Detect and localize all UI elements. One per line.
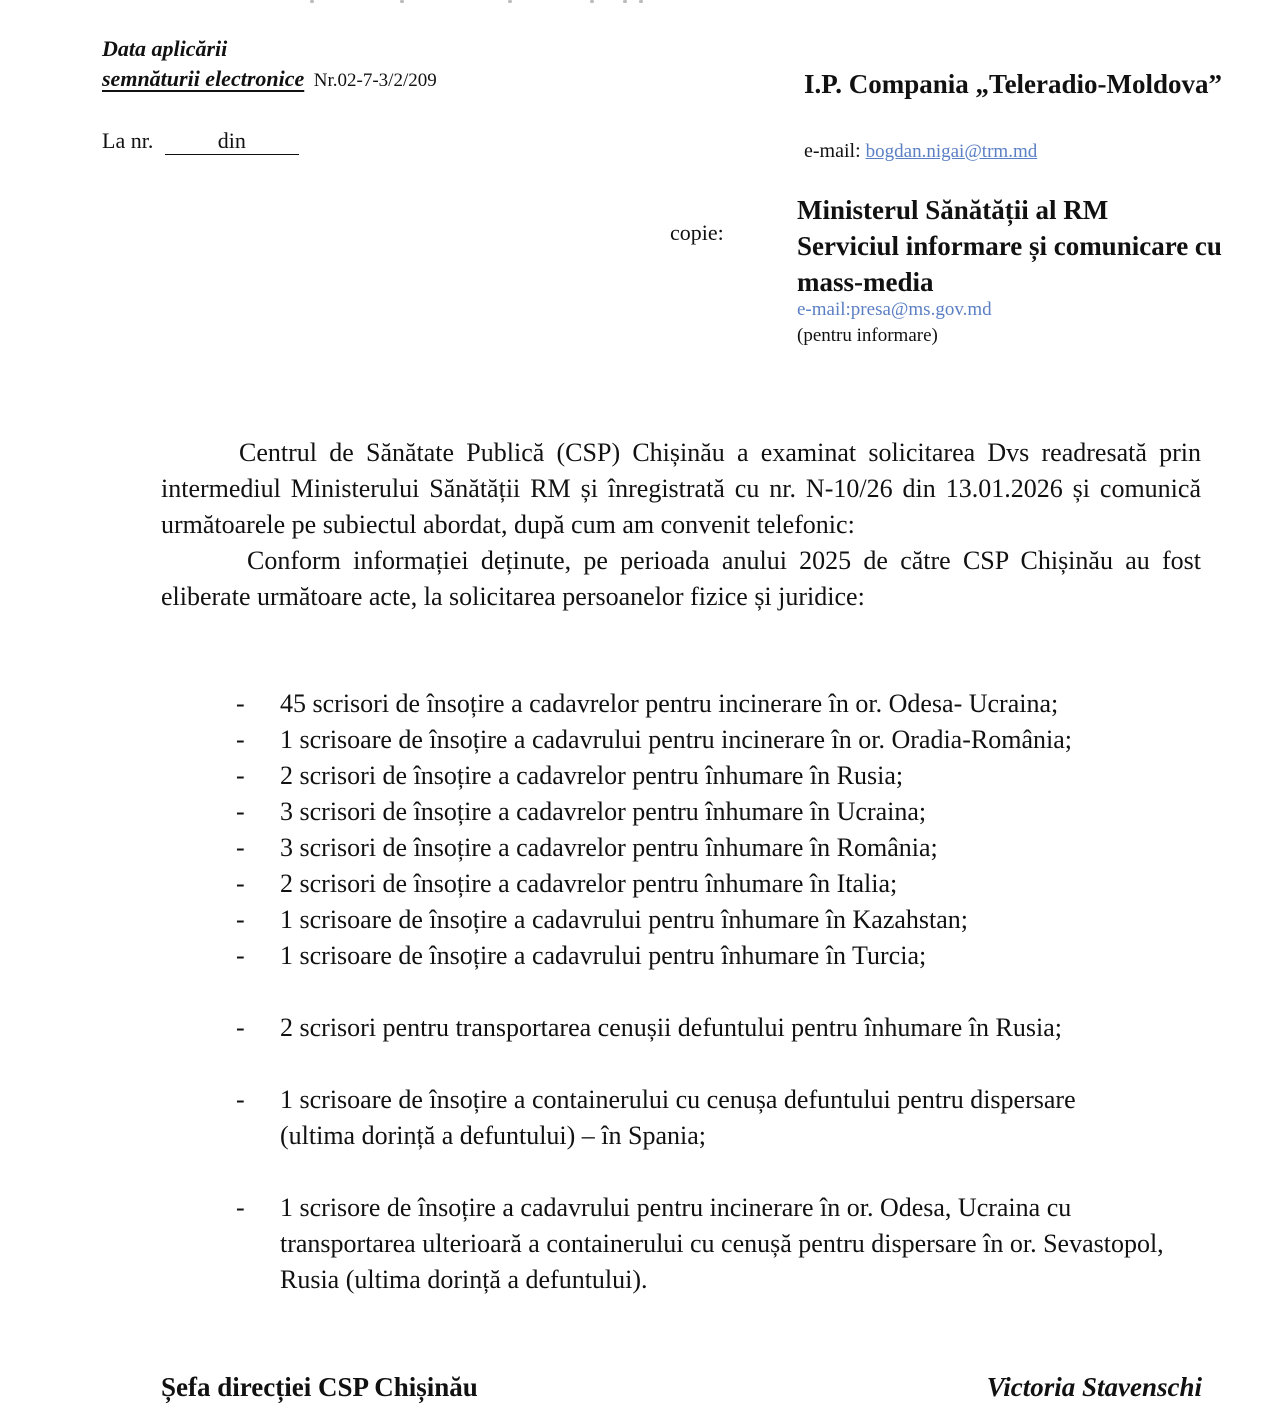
list-dash: - [236,1193,245,1222]
list-dash: - [236,1013,245,1042]
list-item: - 1 scrisoare de însoțire a containerului cu cenușa defuntului pentru dispersare (ultima dorință a defuntului) – în Spania; [236,1082,1202,1154]
list-spacer [236,1154,1202,1190]
list-item: - 1 scrisoare de însoțire a cadavrului pentru înhumare în Kazahstan; [236,902,1202,938]
signature-date-label: Data aplicării [102,36,228,61]
signatory-name: Victoria Stavenschi [986,1372,1202,1402]
list-item: - 3 scrisori de însoțire a cadavrelor pentru înhumare în România; [236,830,1202,866]
signature-date-line [102,64,437,96]
list-item: - 2 scrisori de însoțire a cadavrelor pentru înhumare în Rusia; [236,758,1202,794]
list-spacer [236,1046,1202,1082]
din-field: din [165,128,299,155]
copy-recipient-service: Serviciul informare și comunicare cu mass-media [797,231,1222,297]
list-item: - 1 scrisoare de însoțire a cadavrului pentru înhumare în Turcia; [236,938,1202,974]
registration-number: Nr.02-7-3/2/209 [313,70,437,91]
copy-note: (pentru informare) [797,325,938,346]
body-paragraph-2: Conform informației deținute, pe perioada anului 2025 de către CSP Chișinău au fost eliberate următoare acte, la solicitarea persoanelor fizice și juridice: [161,546,1201,611]
list-item: - 2 scrisori de însoțire a cadavrelor pentru înhumare în Italia; [236,866,1202,902]
copy-label: copie: [670,220,724,245]
recipient-email-link[interactable]: bogdan.nigai@trm.md [865,141,1038,162]
acts-list [236,686,1202,1298]
la-nr-label: La nr. [102,128,154,153]
list-item: - 1 scrisoare de însoțire a cadavrului pentru incinerare în or. Oradia-România; [236,722,1202,758]
signature-date-label-line2: semnăturii electronice [102,66,305,91]
list-spacer [236,974,1202,1010]
copy-recipient-ministry: Ministerul Sănătății al RM [797,195,1109,225]
recipient-email-line [804,138,1037,165]
list-dash: - [236,941,245,970]
list-dash: - [236,725,245,754]
list-item: - 1 scrisore de însoțire a cadavrului pentru incinerare în or. Odesa, Ucraina cu transportarea ulterioară a containerului cu cenușă pentru dispersare în or. Sevastopol, Rusia (ultima dorință a defuntului). [236,1190,1202,1298]
list-item: - 3 scrisori de însoțire a cadavrelor pentru înhumare în Ucraina; [236,794,1202,830]
list-dash: - [236,869,245,898]
list-item: - 45 scrisori de însoțire a cadavrelor pentru incinerare în or. Odesa- Ucraina; [236,686,1202,722]
signatory-position: Șefa direcției CSP Chișinău [161,1372,478,1402]
reference-line [102,126,299,156]
list-item: - 2 scrisori pentru transportarea cenușii defuntului pentru înhumare în Rusia; [236,1010,1202,1046]
recipient-name: I.P. Compania „Teleradio-Moldova” [804,69,1223,99]
body-paragraph-1: Centrul de Sănătate Publică (CSP) Chișinău a examinat solicitarea Dvs readresată prin intermediul Ministerului Sănătății RM și înregistrată cu nr. N-10/26 din 13.01.2026 și comunică următoarele pe subiectul abordat, după cum am convenit telefonic: [161,438,1201,539]
list-dash: - [236,689,245,718]
top-edge-artifacts [300,0,800,4]
list-dash: - [236,1085,245,1114]
list-dash: - [236,761,245,790]
copy-email[interactable]: e-mail:presa@ms.gov.md [797,299,992,320]
recipient-email-label: e-mail: [804,140,861,162]
letter-body [161,435,1201,615]
list-dash: - [236,833,245,862]
list-dash: - [236,905,245,934]
copy-recipient [797,192,1267,300]
list-dash: - [236,797,245,826]
